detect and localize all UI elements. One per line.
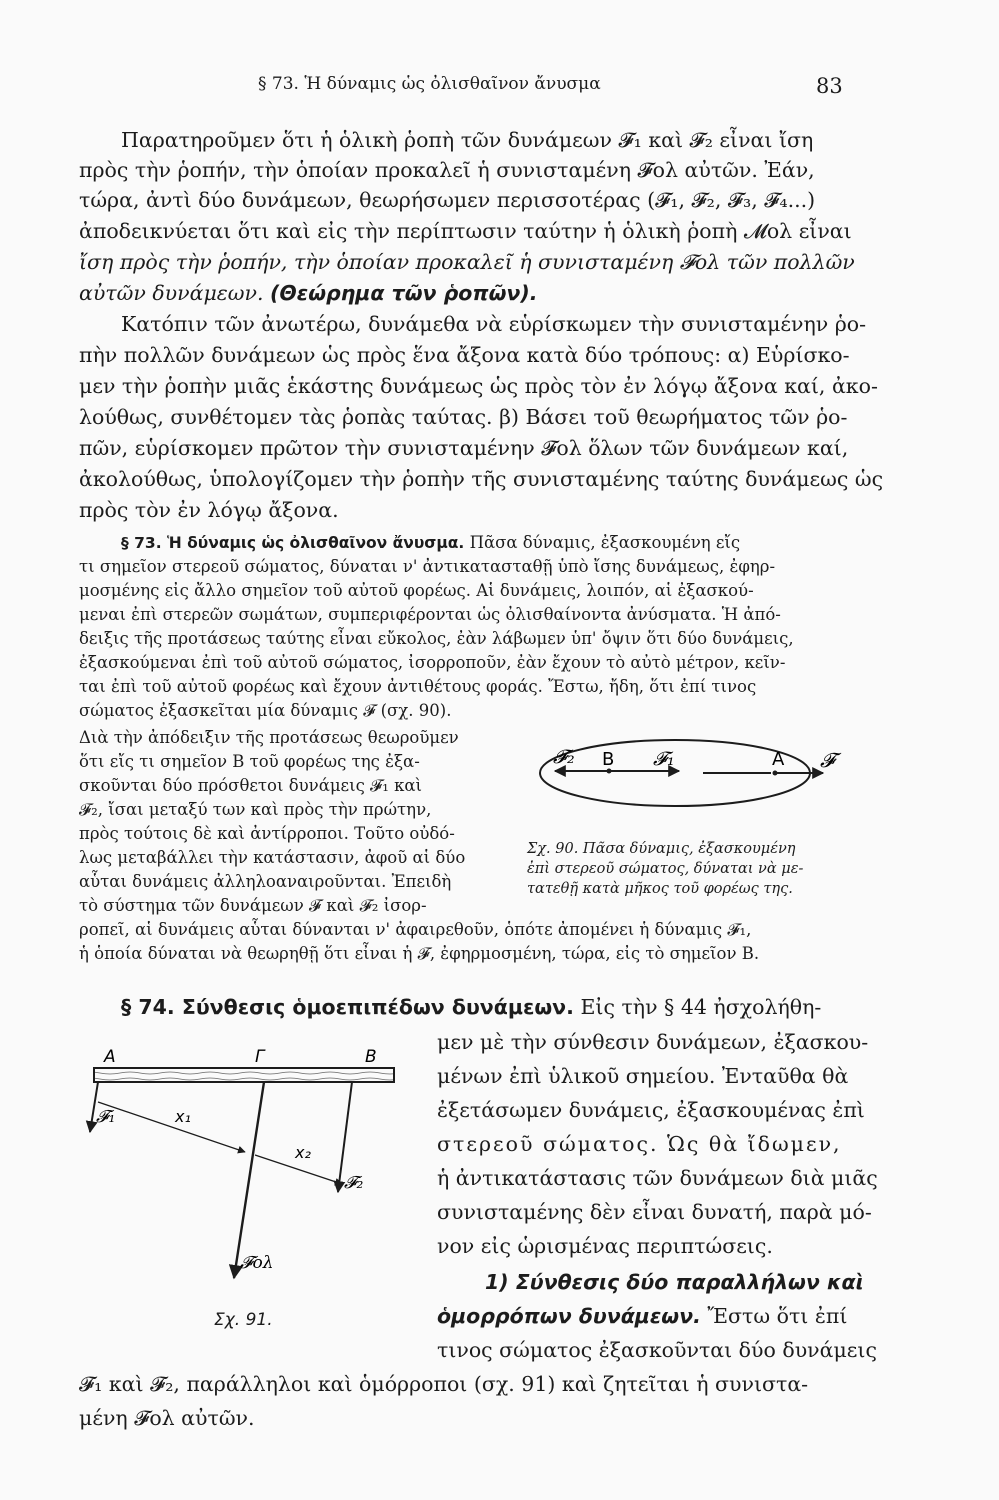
label-a: A — [772, 749, 785, 770]
text-line: 𝓕₁ καὶ 𝓕₂, παράλληλοι καὶ ὁμόρροποι (σχ. 91) καὶ ζητεῖται ἡ συνιστα- — [79, 1372, 809, 1396]
text-line: τι σημεῖον στερεοῦ σώματος, δύναται ν' ἀντικατασταθῇ ὑπὸ ἴσης δυνάμεως, ἐφηρ- — [79, 557, 776, 576]
text-line: σώματος ἐξασκεῖται μία δύναμις 𝓕 (σχ. 90). — [79, 701, 452, 720]
text-line: πρὸς τούτοις δὲ καὶ ἀντίρροποι. Τοῦτο οὐδό- — [79, 824, 455, 843]
text-line: δειξις τῆς προτάσεως ταύτης εἶναι εὔκολος, ἐὰν λάβωμεν ὑπ' ὄψιν ὅτι δύο δυνάμεις, — [79, 629, 794, 648]
text-span: Ἔστω ὅτι ἐπί — [707, 1304, 848, 1328]
resultant-arrow — [234, 1082, 264, 1278]
text-line: ται ἐπὶ τοῦ αὐτοῦ φορέως καὶ ἔχουν ἀντιθέτους φοράς. Ἔστω, ἤδη, ὅτι ἐπί τινος — [79, 677, 757, 696]
text-line: σκοῦνται δύο πρόσθετοι δυνάμεις 𝓕₁ καὶ — [79, 776, 423, 795]
label-f: 𝓕 — [820, 748, 835, 772]
label-f2: 𝓕₂ — [344, 1173, 364, 1193]
text-line: αὗται δυνάμεις ἀλληλοαναιροῦνται. Ἐπειδὴ — [79, 872, 452, 891]
figure-90 — [525, 735, 860, 825]
text-line: πὴν πολλῶν δυνάμεων ὡς πρὸς ἕνα ἄξονα κατὰ δύο τρόπους: α) Εὑρίσκο- — [79, 343, 850, 367]
text-line: ὅτι εἴς τι σημεῖον Β τοῦ φορέως της ἐξα- — [79, 752, 420, 771]
subheading-text: 1) Σύνθεσις δύο παραλλήλων καὶ — [485, 1270, 864, 1294]
text-span: αὐτῶν δυνάμεων. — [79, 281, 264, 305]
label-g: Γ — [255, 1047, 265, 1067]
text-line: ἡ ἀντικατάστασις τῶν δυνάμεων διὰ μιᾶς — [437, 1166, 878, 1190]
text-line: λως μεταβάλλει τὴν κατάστασιν, ἀφοῦ αἱ δύο — [79, 848, 466, 867]
text-line: στερεοῦ σώματος. Ὡς θὰ ἴδωμεν, — [437, 1132, 842, 1156]
text-span: Πᾶσα δύναμις, ἐξασκουμένη εἴς — [469, 533, 741, 552]
theorem-label: (Θεώρημα τῶν ῥοπῶν). — [270, 281, 538, 305]
subheading-text: ὁμορρόπων δυνάμεων. — [437, 1304, 701, 1328]
text-line — [121, 997, 821, 1018]
label-f1: 𝓕₁ — [96, 1107, 116, 1127]
distance-x1-arrow — [98, 1102, 245, 1152]
text-line: μένη 𝓕ολ αὐτῶν. — [79, 1406, 255, 1430]
figure-90-caption-line: τατεθῇ κατὰ μῆκος τοῦ φορέως της. — [527, 881, 793, 897]
section-heading: § 73. Ἡ δύναμις ὡς ὀλισθαῖνον ἄνυσμα. — [121, 534, 465, 552]
text-line: ροπεῖ, αἱ δυνάμεις αὗται δύνανται ν' ἀφαιρεθοῦν, ὁπότε ἀπομένει ἡ δύναμις 𝓕₁, — [79, 920, 752, 939]
text-line: συνισταμένης δὲν εἶναι δυνατή, παρὰ μό- — [437, 1200, 872, 1224]
text-line: Κατόπιν τῶν ἀνωτέρω, δυνάμεθα νὰ εὑρίσκωμεν τὴν συνισταμένην ῥο- — [121, 312, 867, 336]
text-line: πῶν, εὑρίσκομεν πρῶτον τὴν συνισταμένην 𝓕ολ ὅλων τῶν δυνάμεων καί, — [79, 436, 849, 460]
text-line: ἀποδεικνύεται ὅτι καὶ εἰς τὴν περίπτωσιν ταύτην ἡ ὁλικὴ ῥοπὴ 𝓜ολ εἶναι — [79, 219, 852, 243]
figure-91 — [80, 1040, 420, 1280]
text-line — [79, 283, 538, 304]
label-fol: 𝓕ολ — [240, 1253, 274, 1273]
text-line — [437, 1306, 847, 1327]
text-line: πρὸς τὸν ἐν λόγῳ ἄξονα. — [79, 498, 339, 522]
text-line: νον εἰς ὡρισμένας περιπτώσεις. — [437, 1234, 773, 1258]
label-f2: 𝓕₂ — [553, 746, 575, 768]
text-line: τινος σώματος ἐξασκοῦνται δύο δυνάμεις — [437, 1338, 877, 1362]
label-a: A — [104, 1047, 116, 1067]
figure-90-caption-line: Σχ. 90. Πᾶσα δύναμις, ἐξασκουμένη — [527, 841, 796, 857]
text-line: Διὰ τὴν ἀπόδειξιν τῆς προτάσεως θεωροῦμεν — [79, 728, 459, 747]
figure-90-drawing — [525, 735, 860, 825]
text-line — [121, 535, 740, 552]
label-x1: x₁ — [175, 1107, 191, 1126]
text-line: μεν μὲ τὴν σύνθεσιν δυνάμεων, ἐξασκου- — [437, 1030, 869, 1054]
figure-90-caption-line: ἐπὶ στερεοῦ σώματος, δύναται νὰ με- — [527, 861, 804, 877]
subheading — [485, 1272, 864, 1293]
label-b: B — [602, 749, 615, 770]
text-line: 𝓕₂, ἴσαι μεταξύ των καὶ πρὸς τὴν πρώτην, — [79, 800, 432, 819]
text-line: ἡ ὁποία δύναται νὰ θεωρηθῇ ὅτι εἶναι ἡ 𝓕, ἐφηρμοσμένη, τώρα, εἰς τὸ σημεῖον Β. — [79, 944, 760, 963]
text-line: ἀκολούθως, ὑπολογίζομεν τὴν ῥοπὴν τῆς συνισταμένης ταύτης δυνάμεως ὡς — [79, 467, 884, 491]
text-line: τὸ σύστημα τῶν δυνάμεων 𝓕 καὶ 𝓕₂ ἰσορ- — [79, 896, 427, 915]
text-line: ἐξετάσωμεν δυνάμεις, ἐξασκουμένας ἐπὶ — [437, 1098, 865, 1122]
text-line: λούθως, συνθέτομεν τὰς ῥοπὰς ταύτας. β) Βάσει τοῦ θεωρήματος τῶν ῥο- — [79, 405, 848, 429]
text-line: ἐξασκούμεναι ἐπὶ τοῦ αὐτοῦ σώματος, ἰσορροποῦν, ἐὰν ἔχουν τὸ αὐτὸ μέτρον, κεῖν- — [79, 653, 786, 672]
figure-91-caption: Σχ. 91. — [214, 1310, 273, 1330]
text-line: μεναι ἐπὶ στερεῶν σωμάτων, συμπεριφέρονται ὡς ὀλισθαίνοντα ἀνύσματα. Ἡ ἀπό- — [79, 605, 781, 624]
rod — [94, 1068, 394, 1082]
section-heading: § 74. Σύνθεσις ὁμοεπιπέδων δυνάμεων. — [121, 995, 574, 1019]
text-line: μοσμένης εἰς ἄλλο σημεῖον τοῦ αὐτοῦ φορέως. Αἱ δυνάμεις, λοιπόν, αἱ ἐξασκού- — [79, 581, 754, 600]
text-line: μεν τὴν ῥοπὴν μιᾶς ἑκάστης δυνάμεως ὡς πρὸς τὸν ἐν λόγῳ ἄξονα καί, ἀκο- — [79, 374, 878, 398]
text-line: μένων ἐπὶ ὑλικοῦ σημείου. Ἐνταῦθα θὰ — [437, 1064, 849, 1088]
text-line: πρὸς τὴν ῥοπήν, τὴν ὁποίαν προκαλεῖ ἡ συνισταμένη 𝓕ολ αὐτῶν. Ἐάν, — [79, 158, 815, 182]
label-b: B — [365, 1047, 377, 1067]
text-line: ἴση πρὸς τὴν ῥοπήν, τὴν ὁποίαν προκαλεῖ ἡ συνισταμένη 𝓕ολ τῶν πολλῶν — [79, 250, 855, 274]
page-number: 83 — [816, 74, 843, 98]
label-f1: 𝓕₁ — [653, 748, 675, 770]
text-span: Εἰς τὴν § 44 ἠσχολήθη- — [580, 995, 822, 1019]
text-line: τώρα, ἀντὶ δύο δυνάμεων, θεωρήσωμεν περισσοτέρας (𝓕₁, 𝓕₂, 𝓕₃, 𝓕₄...) — [79, 188, 816, 212]
text-line: Παρατηροῦμεν ὅτι ἡ ὁλικὴ ῥοπὴ τῶν δυνάμεων 𝓕₁ καὶ 𝓕₂ εἶναι ἴση — [121, 128, 814, 152]
label-x2: x₂ — [295, 1143, 311, 1162]
running-title: § 73. Ἡ δύναμις ὡς ὀλισθαῖνον ἄνυσμα — [258, 74, 601, 94]
figure-91-drawing — [80, 1040, 420, 1280]
